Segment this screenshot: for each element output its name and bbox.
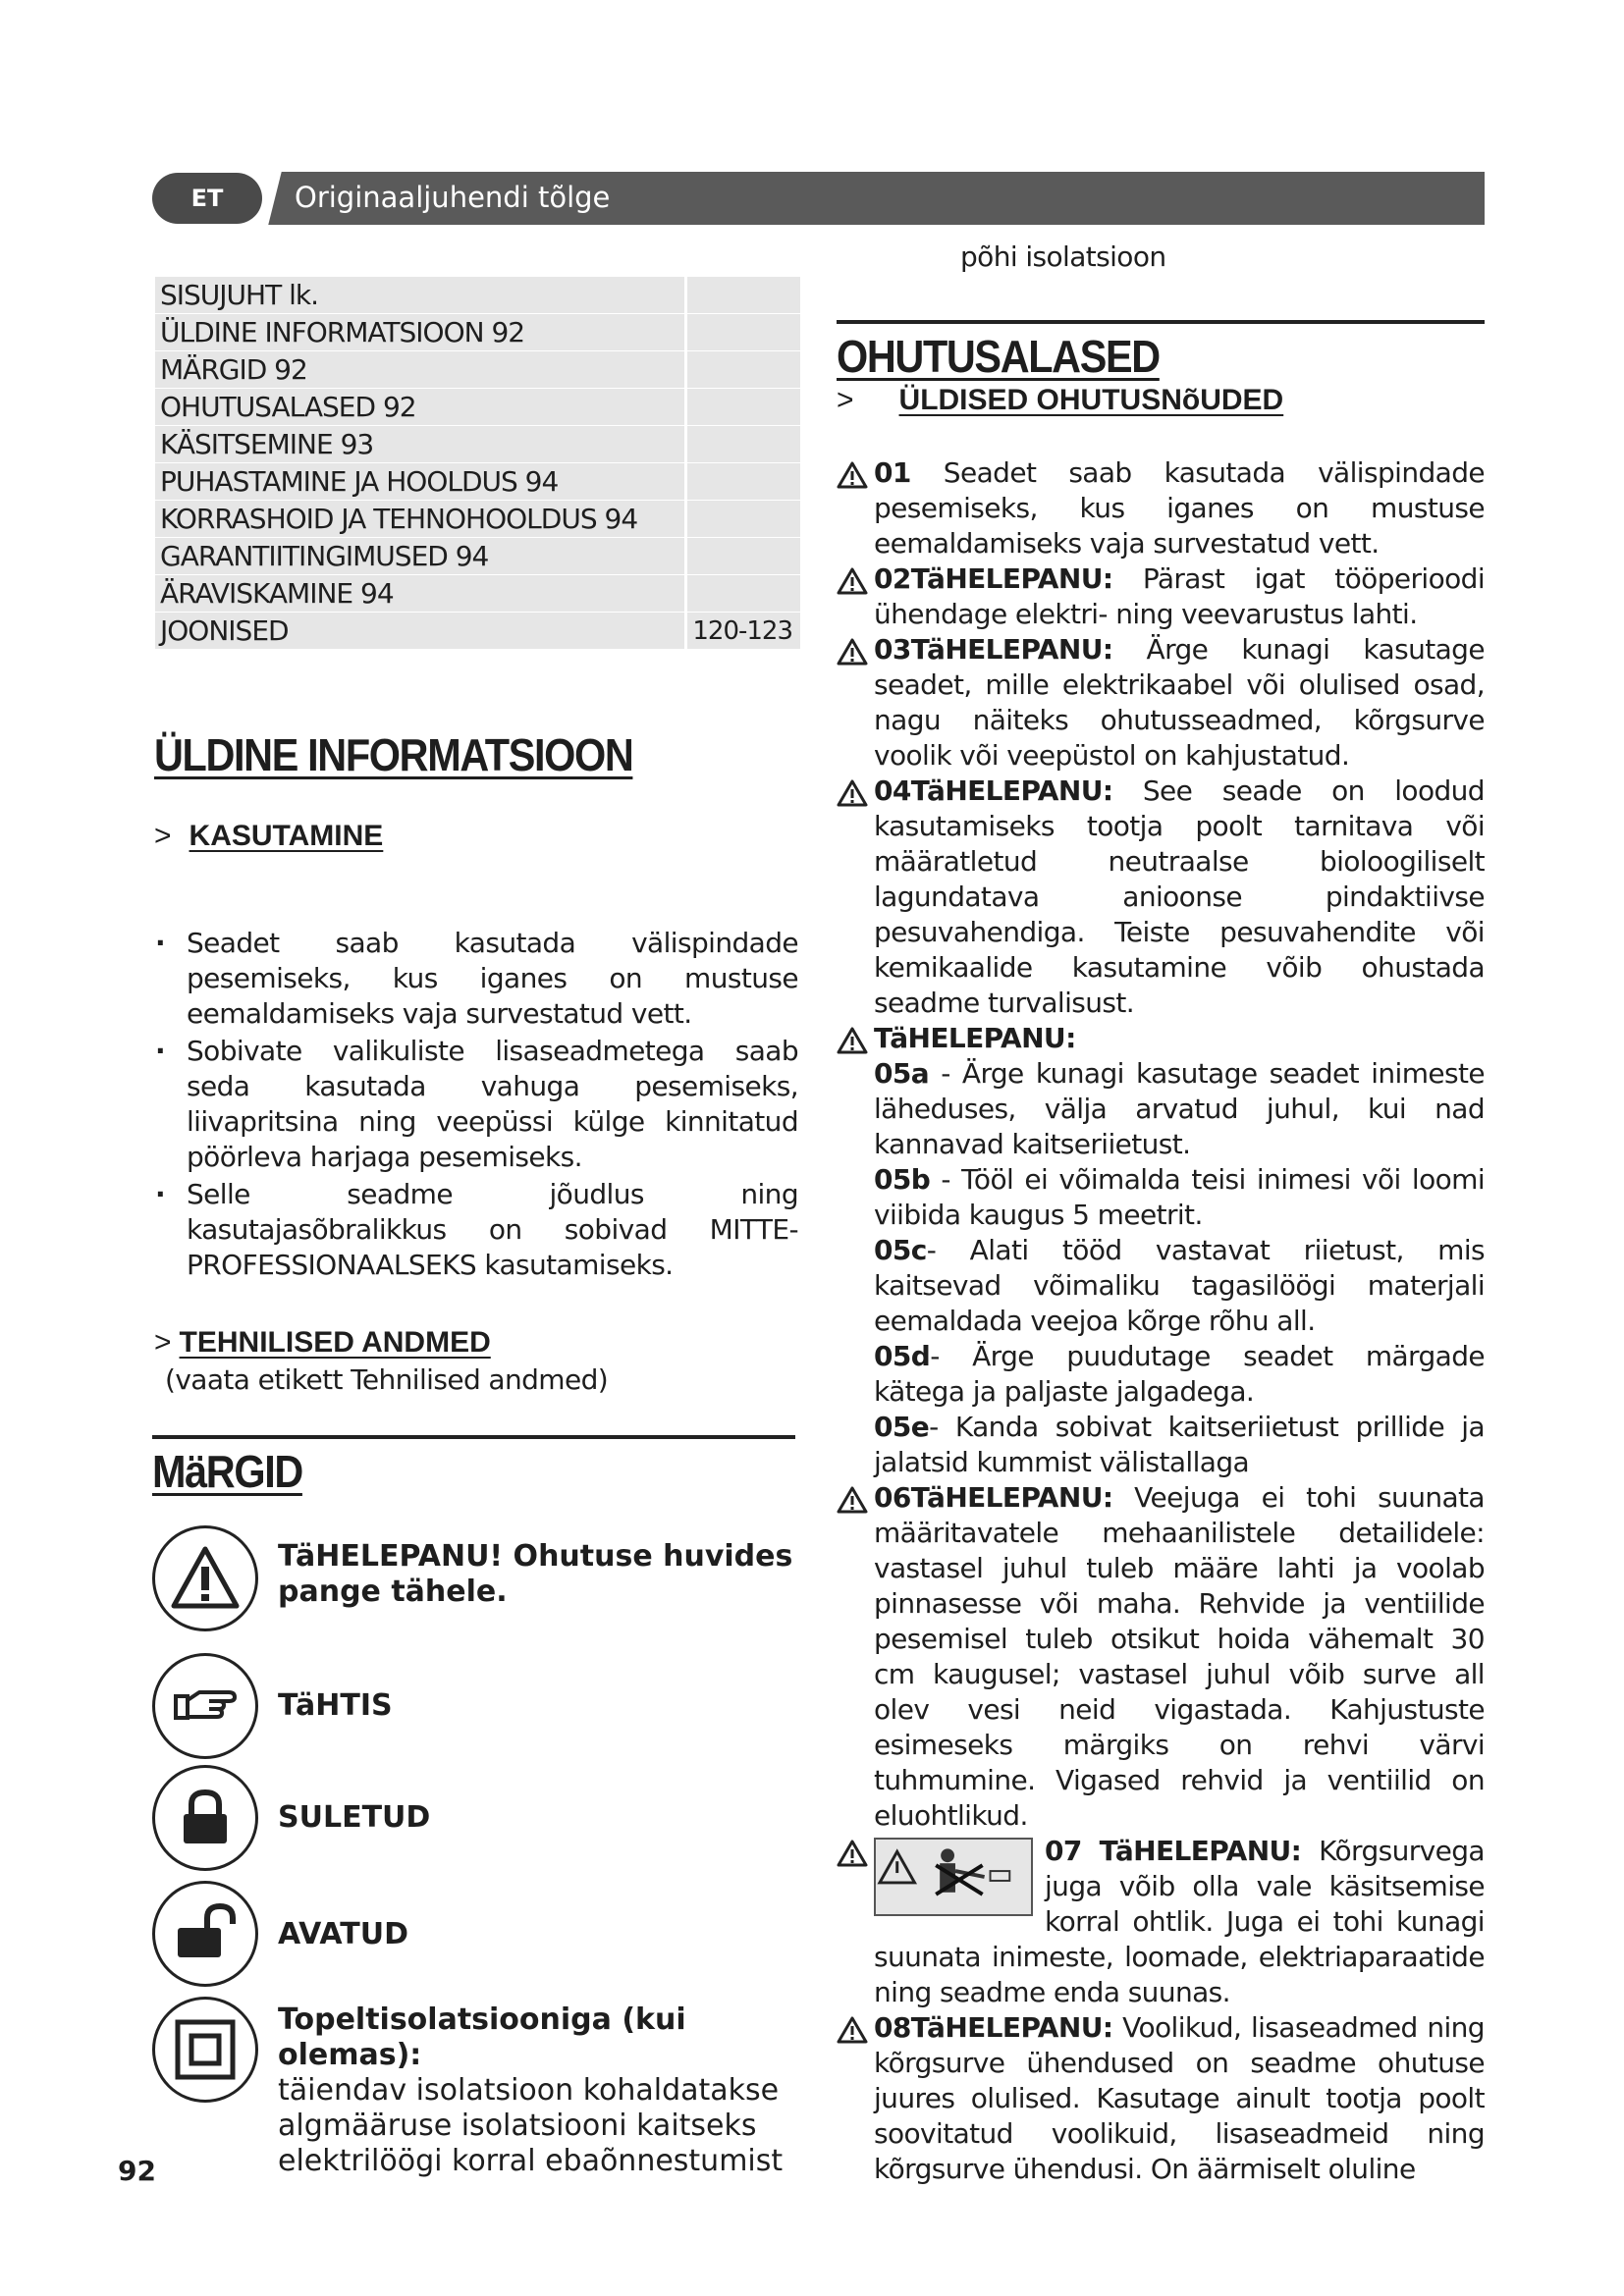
safety-item — [837, 1834, 1485, 2010]
safety-item — [837, 455, 1485, 561]
mark-label-locked: SULETUD — [278, 1800, 431, 1835]
warning-triangle-icon — [837, 779, 868, 807]
safety-item-text: Voolikud, lisaseadmed ning kõrgsurve ühendused on seadme ohutuse juures olulised. Kasutage ainult tootja poolt soovitatud voolikuid, lisaseadmeid ning kõrgsurve ühendusi. On äärmiselt oluline — [874, 2011, 1485, 2185]
warning-triangle-icon — [837, 1027, 868, 1054]
safety-item — [837, 1480, 1485, 1834]
table-row — [155, 575, 801, 612]
subheading-usage: > KASUTAMINE — [154, 820, 384, 852]
table-row — [155, 613, 801, 649]
usage-bullets — [155, 926, 798, 1285]
safety-item-number: 03 — [874, 633, 911, 666]
language-badge: ET — [152, 173, 262, 224]
table-row — [155, 277, 801, 313]
section-heading-safety: OHUTUSALASED — [837, 331, 1160, 382]
safety-item-number: 04 — [874, 774, 911, 807]
safety-subitem-number: 05a — [874, 1057, 930, 1090]
toc-entry-label: PUHASTAMINE JA HOOLDUS 94 — [155, 463, 684, 500]
table-row — [155, 538, 801, 574]
pressure-jet-warning-pictogram — [874, 1838, 1033, 1916]
safety-subitem — [837, 1162, 1485, 1233]
toc-entry-label: OHUTUSALASED 92 — [155, 389, 684, 425]
safety-subitem-sep: - — [930, 1340, 973, 1372]
subheading-general-safety: > ÜLDISED OHUTUSNõUDED — [837, 384, 1284, 416]
safety-item — [837, 632, 1485, 774]
safety-item — [837, 774, 1485, 1021]
toc-entry-page — [687, 538, 800, 574]
mark-desc-continued: põhi isolatsioon — [960, 240, 1166, 273]
toc-entry-page — [687, 389, 800, 425]
list-item: · Seadet saab kasutada välispindade pesemiseks, kus iganes on mustuse eemaldamiseks vaja survestatud vett. — [155, 926, 798, 1032]
safety-subitem-number: 05e — [874, 1411, 930, 1443]
safety-item-title: TäHELEPANU: — [874, 1022, 1076, 1054]
safety-item-text: See seade on loodud kasutamiseks tootja poolt tarnitava või määratletud neutraalse bioloogiliselt lagundatava anioonse pindaktiivse pesuvahendiga. Teiste pesuvahendite või kemikaalide kasutamine võib ohustada seadme turvalisust. — [874, 774, 1485, 1019]
toc-entry-label: MÄRGID 92 — [155, 351, 684, 388]
table-row — [155, 426, 801, 462]
warning-triangle-icon — [837, 638, 868, 666]
warning-triangle-icon — [837, 2016, 868, 2044]
safety-item-text: Ärge kunagi kasutage seadet, mille elektrikaabel või olulised osad, nagu näiteks ohutusseadmed, kõrgsurve voolik või veepüstol on kahjustatud. — [874, 633, 1485, 772]
padlock-open-icon — [152, 1881, 258, 1987]
toc-entry-label: ÄRAVISKAMINE 94 — [155, 575, 684, 612]
table-row — [155, 314, 801, 350]
safety-item-text: Seadet saab kasutada välispindade pesemiseks, kus iganes on mustuse eemaldamiseks vaja survestatud vett. — [874, 456, 1485, 560]
section-rule — [837, 320, 1485, 324]
safety-item-text: Pärast igat tööperioodi ühendage elektri- ning veevarustus lahti. — [874, 562, 1485, 630]
safety-subitem-number: 05b — [874, 1163, 931, 1196]
safety-item-title: TäHELEPANU: — [910, 774, 1113, 807]
safety-subitem-text: Kanda sobivat kaitseriietust prillide ja jalatsid kummist välistallaga — [874, 1411, 1485, 1478]
safety-item-text: Kõrgsurvega juga võib olla vale käsitsemise korral ohtlik. Juga ei tohi kunagi suunata inimeste, loomade, elektriaparaatide ning seadme enda suunas. — [874, 1835, 1485, 2008]
safety-subitem-sep: - — [929, 1057, 962, 1090]
safety-item — [837, 2010, 1485, 2187]
mark-label-unlocked: AVATUD — [278, 1917, 408, 1951]
safety-item-number: 01 — [874, 456, 911, 489]
safety-subitem — [837, 1233, 1485, 1339]
safety-subitem-number: 05c — [874, 1234, 927, 1266]
toc-entry-page — [687, 463, 800, 500]
safety-item-number: 08 — [874, 2011, 911, 2044]
toc-entry-page — [687, 314, 800, 350]
warning-triangle-icon — [837, 461, 868, 489]
safety-item-number: 07 — [1045, 1835, 1082, 1867]
padlock-closed-icon — [152, 1765, 258, 1871]
safety-list — [837, 455, 1485, 2187]
toc-entry-page — [687, 501, 800, 537]
safety-item-number: 02 — [874, 562, 911, 595]
section-rule — [152, 1435, 795, 1439]
safety-subitem-text: Ärge puudutage seadet märgade kätega ja paljaste jalgadega. — [874, 1340, 1486, 1408]
section-heading-marks: MäRGID — [152, 1446, 302, 1497]
safety-subitem-sep: - — [930, 1163, 962, 1196]
toc-entry-label: KÄSITSEMINE 93 — [155, 426, 684, 462]
mark-label-warning: TäHELEPANU! Ohutuse huvides pange tähele. — [278, 1539, 793, 1609]
page-number: 92 — [118, 2155, 156, 2187]
safety-item-title: TäHELEPANU: — [910, 2011, 1113, 2044]
mark-label-important: TäHTIS — [278, 1688, 393, 1723]
table-row — [155, 463, 801, 500]
tech-data-note: (vaata etikett Tehnilised andmed) — [165, 1363, 609, 1396]
toc-entry-label: KORRASHOID JA TEHNOHOOLDUS 94 — [155, 501, 684, 537]
safety-subitem-text: Alati tööd vastavat riietust, mis kaitsevad võimaliku tagasilöögi materjali eemaldada veejoa kõrge rõhu all. — [874, 1234, 1485, 1337]
safety-subitem-sep: - — [929, 1411, 955, 1443]
table-row — [155, 389, 801, 425]
toc-entry-page — [687, 575, 800, 612]
warning-triangle-icon — [837, 1486, 868, 1514]
toc-entry-label: JOONISED — [155, 613, 684, 649]
toc-entry-label: GARANTIITINGIMUSED 94 — [155, 538, 684, 574]
safety-subitem-number: 05d — [874, 1340, 931, 1372]
warning-triangle-icon — [837, 567, 868, 595]
safety-subitem-sep: - — [926, 1234, 970, 1266]
subheading-tech-data: > TEHNILISED ANDMED — [154, 1326, 491, 1359]
table-row — [155, 351, 801, 388]
list-item: · Sobivate valikuliste lisaseadmetega saab seda kasutada vahuga pesemiseks, liivapritsina ning veepüssi külge kinnitatud pöörleva harjaga pesemiseks. — [155, 1034, 798, 1175]
toc-entry-label: SISUJUHT lk. — [155, 277, 684, 313]
list-item: · Selle seadme jõudlus ning kasutajasõbralikkus on sobivad MITTE-PROFESSIONAALSEKS kasutamiseks. — [155, 1177, 798, 1283]
table-row — [155, 501, 801, 537]
safety-item-title: TäHELEPANU: — [910, 562, 1113, 595]
safety-subitem-text: Tööl ei võimalda teisi inimesi või loomi viibida kaugus 5 meetrit. — [874, 1163, 1485, 1231]
mark-label-double-insulation: Topeltisolatsiooniga (kui olemas): täiendav isolatsioon kohaldatakse algmääruse isolatsiooni kaitseks elektrilöögi korral ebaõnnestumist — [278, 2002, 808, 2179]
toc-entry-label: ÜLDINE INFORMATSIOON 92 — [155, 314, 684, 350]
safety-item — [837, 1021, 1485, 1056]
safety-item-title: TäHELEPANU: — [910, 633, 1113, 666]
safety-item-text: Veejuga ei tohi suunata määritavatele mehaanilistele detailidele: vastasel juhul tuleb määre lahti ja voolab pinnasesse või maha. Rehvide ja ventiilide pesemisel tuleb otsikut hoida vähemalt 30 cm kaugusel; vastasel juhul võib surve all olev vesi neid vigastada. Kahjustuste esimeseks märgiks on rehvi värvi tuhmumine. Vigased rehvid ja ventiilid on eluohtlikud. — [874, 1481, 1485, 1832]
safety-subitem — [837, 1056, 1485, 1162]
toc-entry-page — [687, 426, 800, 462]
safety-item-title: TäHELEPANU: — [1099, 1835, 1302, 1867]
warning-triangle-icon — [837, 1840, 868, 1867]
safety-subitem — [837, 1410, 1485, 1480]
double-square-icon — [152, 1997, 258, 2103]
toc-entry-page: 120-123 — [687, 613, 800, 649]
table-of-contents — [155, 277, 801, 650]
safety-item-title: TäHELEPANU: — [910, 1481, 1113, 1514]
safety-subitem-text: Ärge kunagi kasutage seadet inimeste läheduses, välja arvatud juhul, kui nad kannavad kaitseriietust. — [874, 1057, 1485, 1160]
toc-entry-page — [687, 351, 800, 388]
header-title: Originaaljuhendi tõlge — [295, 181, 611, 214]
section-heading-general: ÜLDINE INFORMATSIOON — [154, 729, 633, 780]
safety-item — [837, 561, 1485, 632]
toc-entry-page — [687, 277, 800, 313]
warning-triangle-icon — [152, 1525, 258, 1631]
mark-desc-double-insulation: täiendav isolatsioon kohaldatakse algmääruse isolatsiooni kaitseks elektrilöögi korral ebaõnnestumist — [278, 2073, 784, 2178]
pointing-hand-icon — [152, 1653, 258, 1759]
safety-item-number: 06 — [874, 1481, 911, 1514]
safety-subitem — [837, 1339, 1485, 1410]
